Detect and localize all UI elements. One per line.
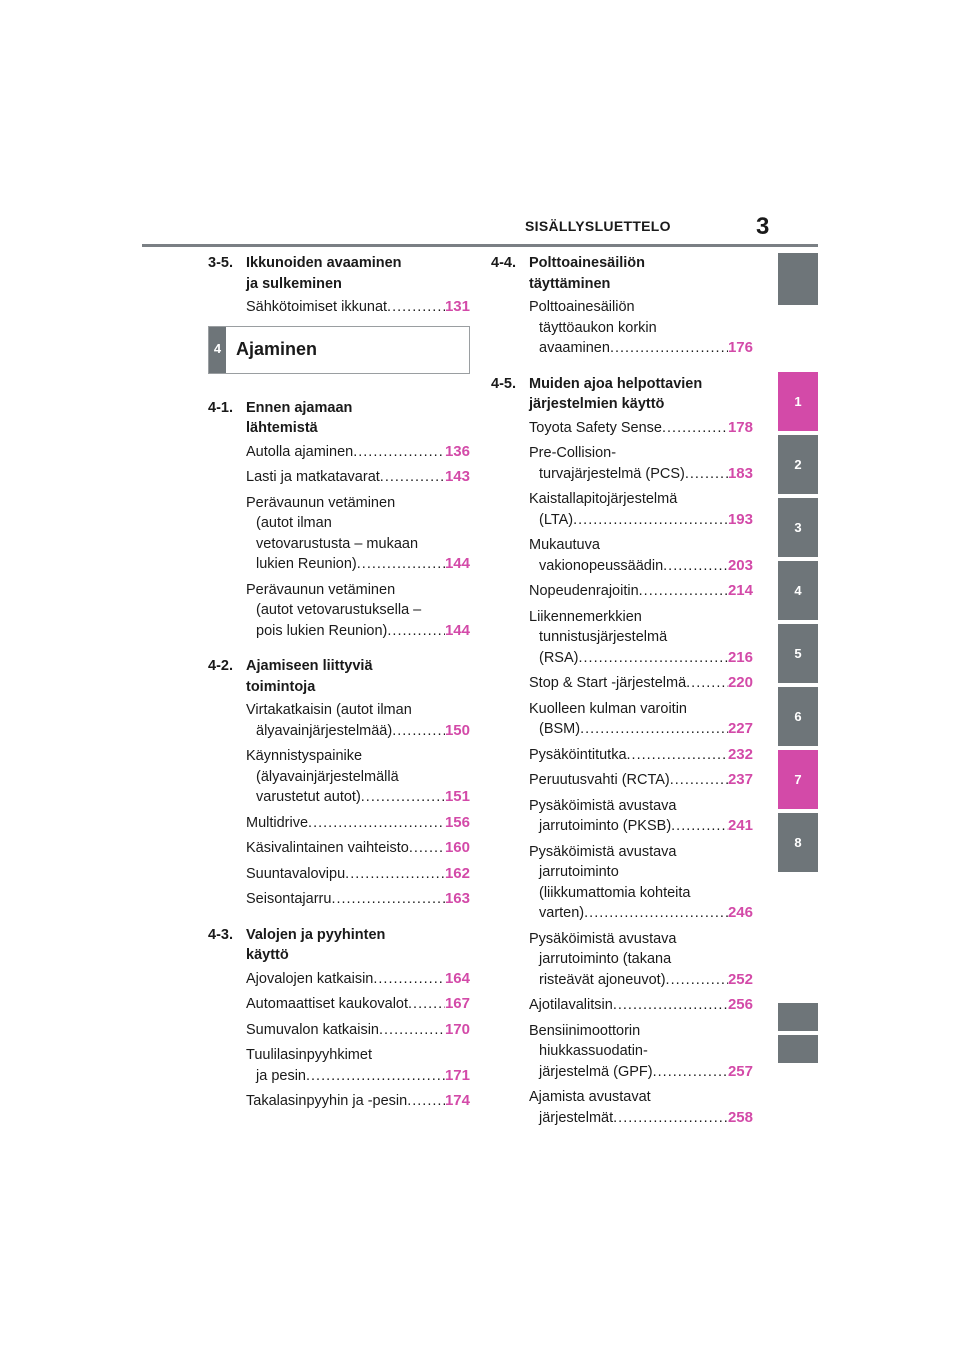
entry-last-line — [529, 719, 753, 740]
entry-last-line — [246, 1091, 470, 1112]
entry-text-line: jarrutoiminto — [539, 864, 619, 880]
dot-leader — [580, 719, 728, 740]
page-link[interactable]: 131 — [444, 298, 470, 315]
page-link[interactable]: 237 — [727, 771, 753, 788]
entry-last-line — [246, 554, 470, 575]
entry-text-line: Pysäköimistä avustava — [529, 930, 677, 947]
entry-last-line — [529, 770, 753, 791]
toc-entry[interactable] — [246, 442, 470, 463]
toc-entry[interactable] — [246, 493, 470, 575]
entry-last-line — [246, 721, 470, 742]
dot-leader — [308, 813, 445, 834]
chapter-tab-1[interactable]: 1 — [778, 372, 818, 431]
section-heading — [208, 253, 470, 294]
entry-last-line — [246, 621, 470, 642]
dot-leader — [686, 673, 728, 694]
entry-last-line — [529, 1108, 753, 1129]
toc-entry[interactable] — [246, 467, 470, 488]
toc-sections-right — [491, 253, 753, 1143]
dot-leader — [573, 510, 728, 531]
section-spacer — [208, 1117, 470, 1127]
dot-leader — [331, 889, 445, 910]
section-spacer — [208, 646, 470, 656]
section-number: 4-1. — [208, 399, 233, 416]
dot-leader — [380, 467, 445, 488]
toc-entry[interactable] — [529, 842, 753, 924]
entry-text: Käsivalintainen vaihteisto — [246, 840, 409, 856]
dot-leader — [387, 621, 445, 642]
toc-sections-left — [208, 398, 470, 1127]
toc-entry[interactable] — [246, 889, 470, 910]
toc-entry[interactable] — [246, 969, 470, 990]
entry-last-line — [529, 648, 753, 669]
toc-entry[interactable] — [529, 489, 753, 530]
page-link[interactable]: 160 — [444, 839, 470, 856]
entry-text: Automaattiset kaukovalot — [246, 996, 409, 1012]
dot-leader — [373, 969, 445, 990]
entry-last-line — [529, 510, 753, 531]
toc-section-3-5 — [208, 253, 470, 318]
entry-text: Ajovalojen katkaisin — [246, 970, 374, 987]
entry-last-line — [246, 1066, 470, 1087]
chapter-tab-7[interactable]: 7 — [778, 750, 818, 809]
dot-leader — [409, 838, 445, 859]
toc-entry[interactable] — [529, 673, 753, 694]
entry-last-line — [246, 442, 470, 463]
entry-last-line — [529, 745, 753, 766]
chapter-number: 4 — [209, 327, 226, 373]
entry-text: ja pesin — [256, 1067, 306, 1084]
header-rule — [142, 244, 818, 247]
entry-text-line: (älyavainjärjestelmällä — [256, 768, 399, 785]
toc-entry[interactable] — [246, 297, 470, 318]
toc-entry[interactable] — [246, 580, 470, 642]
entry-text-line: Kuolleen kulman varoitin — [529, 700, 687, 717]
chapter-tab-blank-b[interactable] — [778, 1035, 818, 1063]
chapter-tab-4[interactable]: 4 — [778, 561, 818, 620]
entry-last-line — [246, 467, 470, 488]
entry-text-line: hiukkassuodatin- — [539, 1043, 648, 1059]
page-link[interactable]: 144 — [444, 621, 470, 639]
toc-entry[interactable] — [529, 995, 753, 1016]
entry-text-line: tunnistusjärjestelmä — [539, 629, 668, 645]
entry-text-line: Perävaunun vetäminen — [246, 581, 396, 598]
toc-entry[interactable] — [529, 535, 753, 576]
entry-last-line — [529, 418, 753, 439]
entry-text-line: vetovarustusta – mukaan — [256, 535, 419, 552]
toc-entry[interactable] — [246, 838, 470, 859]
entry-text-line: Kaistallapitojärjestelmä — [529, 491, 678, 507]
chapter-tab-5[interactable]: 5 — [778, 624, 818, 683]
page-link[interactable]: 252 — [727, 970, 753, 988]
toc-entry[interactable] — [529, 443, 753, 484]
page-link[interactable]: 178 — [727, 418, 753, 436]
toc-entry[interactable] — [246, 994, 470, 1015]
dot-leader — [345, 864, 445, 885]
page-link[interactable]: 232 — [727, 745, 753, 763]
section-title-line: Valojen ja pyyhinten — [246, 926, 386, 943]
entry-text-line: Pysäköimistä avustava — [529, 797, 677, 814]
dot-leader — [357, 554, 445, 575]
entry-last-line — [246, 297, 470, 318]
page-link[interactable]: 136 — [444, 442, 470, 460]
entry-text: Lasti ja matkatavarat — [246, 469, 380, 485]
entry-text-line: täyttöaukon korkin — [539, 319, 657, 336]
page-link[interactable]: 151 — [444, 788, 470, 805]
entry-last-line — [529, 464, 753, 485]
entry-last-line — [246, 864, 470, 885]
toc-entry[interactable] — [246, 813, 470, 834]
entry-text: (LTA) — [539, 511, 574, 528]
section-title-line: toimintoja — [246, 678, 316, 695]
section-title-line: Polttoainesäiliön — [529, 255, 646, 271]
entry-text: Sumuvalon katkaisin — [246, 1021, 379, 1038]
page-link[interactable]: 167 — [444, 995, 470, 1012]
page-link[interactable]: 162 — [444, 864, 470, 882]
entry-text-line: (autot vetovarustuksella – — [256, 602, 422, 618]
section-title — [529, 253, 645, 294]
entry-text-line: Pysäköimistä avustava — [529, 843, 677, 860]
entry-last-line — [246, 787, 470, 808]
entry-text: Seisontajarru — [246, 891, 332, 907]
dot-leader — [666, 970, 728, 991]
entry-text: Multidrive — [246, 814, 309, 831]
entry-last-line — [246, 889, 470, 910]
entry-last-line — [529, 1062, 753, 1083]
section-heading — [208, 398, 470, 439]
section-heading — [491, 374, 753, 415]
section-title-line: Ikkunoiden avaaminen — [246, 255, 402, 271]
toc-entry[interactable] — [529, 796, 753, 837]
entry-text: Nopeudenrajoitin — [529, 583, 639, 599]
section-title-line: Ennen ajamaan — [246, 399, 353, 416]
page-link[interactable]: 170 — [444, 1020, 470, 1038]
dot-leader — [578, 648, 727, 669]
section-number: 4-4. — [491, 255, 516, 271]
entry-text-line: Tuulilasinpyyhkimet — [246, 1047, 372, 1063]
page-link[interactable]: 176 — [727, 339, 753, 356]
toc-column-right — [491, 253, 753, 1143]
page-link[interactable]: 144 — [444, 555, 470, 572]
entry-text: Ajotilavalitsin — [529, 997, 613, 1013]
entry-text: (RSA) — [539, 649, 579, 666]
toc-entry[interactable] — [529, 1021, 753, 1083]
dot-leader — [407, 1091, 445, 1112]
section-title-line: Muiden ajoa helpottavien — [529, 375, 703, 392]
section-number: 3-5. — [208, 255, 233, 271]
page-link[interactable]: 216 — [727, 648, 753, 666]
section-number: 4-2. — [208, 658, 233, 674]
dot-leader — [387, 297, 445, 318]
section-spacer — [491, 364, 753, 374]
chapter-title: Ajaminen — [236, 339, 318, 360]
toc-entry[interactable] — [246, 1020, 470, 1041]
section-heading — [208, 656, 470, 697]
section-title-line: käyttö — [246, 947, 289, 963]
section-title-line: järjestelmien käyttö — [529, 396, 665, 412]
entry-text: Sähkötoimiset ikkunat — [246, 299, 388, 315]
section-title-line: Ajamiseen liittyviä — [246, 658, 373, 674]
entry-text: Takalasinpyyhin ja -pesin — [246, 1093, 408, 1109]
section-spacer — [491, 1133, 753, 1143]
page-link[interactable]: 156 — [444, 813, 470, 831]
entry-text: turvajärjestelmä (PCS) — [539, 465, 685, 482]
entry-text: Pysäköintitutka — [529, 746, 627, 763]
page-number: 3 — [756, 213, 770, 240]
page-link[interactable]: 171 — [444, 1066, 470, 1084]
page-link[interactable]: 246 — [727, 904, 753, 921]
toc-column-left — [208, 253, 470, 1127]
chapter-tab-6[interactable]: 6 — [778, 687, 818, 746]
page-link[interactable]: 183 — [727, 464, 753, 482]
entry-text-line: Ajamista avustavat — [529, 1089, 651, 1105]
toc-entry[interactable] — [246, 1091, 470, 1112]
entry-last-line — [529, 995, 753, 1016]
entry-text: avaaminen — [539, 340, 610, 356]
dot-leader — [662, 418, 728, 439]
chapter-heading — [208, 326, 470, 374]
dot-leader — [306, 1066, 445, 1087]
section-title — [529, 374, 702, 415]
entry-text: (BSM) — [539, 721, 581, 737]
page-link[interactable]: 150 — [444, 721, 470, 739]
entry-last-line — [529, 673, 753, 694]
page-link[interactable]: 203 — [727, 556, 753, 574]
toc-entry[interactable] — [246, 1045, 470, 1086]
entry-last-line — [246, 813, 470, 834]
chapter-tab-blank-a[interactable] — [778, 1003, 818, 1031]
dot-leader — [663, 556, 728, 577]
dot-leader — [392, 721, 445, 742]
toc-entry[interactable] — [529, 297, 753, 359]
dot-leader — [353, 442, 445, 463]
toc-entry[interactable] — [529, 745, 753, 766]
toc-entry[interactable] — [529, 581, 753, 602]
dot-leader — [627, 745, 728, 766]
section-heading — [208, 925, 470, 966]
entry-last-line — [246, 969, 470, 990]
toc-entry[interactable] — [529, 929, 753, 991]
dot-leader — [408, 994, 445, 1015]
entry-text: Peruutusvahti (RCTA) — [529, 772, 670, 788]
entry-text: järjestelmä (GPF) — [539, 1063, 653, 1080]
dot-leader — [379, 1020, 445, 1041]
entry-last-line — [246, 838, 470, 859]
entry-text: varustetut autot) — [256, 789, 361, 805]
section-title — [246, 398, 352, 439]
page-link[interactable]: 143 — [444, 468, 470, 485]
section-number: 4-3. — [208, 926, 233, 943]
entry-last-line — [246, 994, 470, 1015]
entry-text: Toyota Safety Sense — [529, 419, 662, 436]
page-link[interactable]: 257 — [727, 1062, 753, 1080]
entry-text-line: Liikennemerkkien — [529, 608, 642, 625]
toc-entry[interactable] — [529, 607, 753, 669]
section-heading — [491, 253, 753, 294]
dot-leader — [610, 338, 728, 359]
page-link[interactable]: 220 — [727, 674, 753, 691]
toc-entry[interactable] — [529, 418, 753, 439]
header-title: SISÄLLYSLUETTELO — [525, 218, 671, 234]
entry-text: varten) — [539, 905, 585, 921]
entry-last-line — [529, 816, 753, 837]
entry-text: risteävät ajoneuvot) — [539, 971, 666, 988]
toc-entry[interactable] — [529, 770, 753, 791]
entry-last-line — [529, 903, 753, 924]
dot-leader — [361, 787, 445, 808]
page-link[interactable]: 214 — [727, 582, 753, 599]
section-title — [246, 925, 385, 966]
chapter-tab-2[interactable]: 2 — [778, 435, 818, 494]
entry-last-line — [529, 581, 753, 602]
entry-text: pois lukien Reunion) — [256, 622, 388, 639]
entry-last-line — [529, 970, 753, 991]
entry-text-line: jarrutoiminto (takana — [539, 951, 672, 967]
entry-text: Stop & Start -järjestelmä — [529, 675, 687, 691]
page-link[interactable]: 193 — [727, 510, 753, 528]
entry-text-line: Polttoainesäiliön — [529, 299, 635, 315]
toc-entry[interactable] — [246, 864, 470, 885]
dot-leader — [670, 770, 728, 791]
page-link[interactable]: 163 — [444, 890, 470, 907]
section-title-line: ja sulkeminen — [246, 275, 342, 292]
section-spacer — [208, 915, 470, 925]
entry-text-line: Perävaunun vetäminen — [246, 494, 396, 511]
toc-entry[interactable] — [529, 699, 753, 740]
entry-last-line — [529, 338, 753, 359]
page-link[interactable]: 241 — [727, 817, 753, 834]
entry-text-line: Mukautuva — [529, 537, 600, 553]
page-link[interactable]: 256 — [727, 996, 753, 1013]
entry-text: älyavainjärjestelmää) — [256, 722, 393, 739]
dot-leader — [639, 581, 728, 602]
entry-text: Suuntavalovipu — [246, 865, 346, 882]
entry-text-line: Bensiinimoottorin — [529, 1022, 641, 1039]
dot-leader — [653, 1062, 728, 1083]
entry-text: järjestelmät — [539, 1109, 614, 1126]
page-link[interactable]: 174 — [444, 1092, 470, 1109]
entry-text-line: (autot ilman — [256, 515, 332, 531]
section-title-line: lähtemistä — [246, 420, 318, 436]
toc-entry[interactable] — [246, 746, 470, 808]
section-title-line: täyttäminen — [529, 275, 611, 292]
entry-text-line: (liikkumattomia kohteita — [539, 884, 691, 901]
entry-text: jarrutoiminto (PKSB) — [539, 818, 672, 834]
dot-leader — [584, 903, 728, 924]
dot-leader — [685, 464, 728, 485]
entry-text: vakionopeussäädin — [539, 557, 664, 574]
section-title — [246, 253, 402, 294]
toc-entry[interactable] — [246, 700, 470, 741]
toc-entry[interactable] — [529, 1087, 753, 1128]
entry-last-line — [246, 1020, 470, 1041]
page-link[interactable]: 227 — [727, 720, 753, 737]
entry-text-line: Käynnistyspainike — [246, 748, 363, 764]
entry-last-line — [529, 556, 753, 577]
page-link[interactable]: 258 — [727, 1108, 753, 1126]
chapter-tab-3[interactable]: 3 — [778, 498, 818, 557]
dot-leader — [671, 816, 728, 837]
entry-text: lukien Reunion) — [256, 556, 357, 572]
entry-text-line: Virtakatkaisin (autot ilman — [246, 702, 412, 718]
chapter-tab-8[interactable]: 8 — [778, 813, 818, 872]
entry-text-line: Pre-Collision- — [529, 445, 617, 461]
section-number: 4-5. — [491, 375, 516, 392]
page-link[interactable]: 164 — [444, 969, 470, 987]
section-title — [246, 656, 373, 697]
dot-leader — [613, 995, 728, 1016]
entry-text: Autolla ajaminen — [246, 443, 354, 460]
dot-leader — [613, 1108, 728, 1129]
chapter-tab-blank-top[interactable] — [778, 253, 818, 305]
